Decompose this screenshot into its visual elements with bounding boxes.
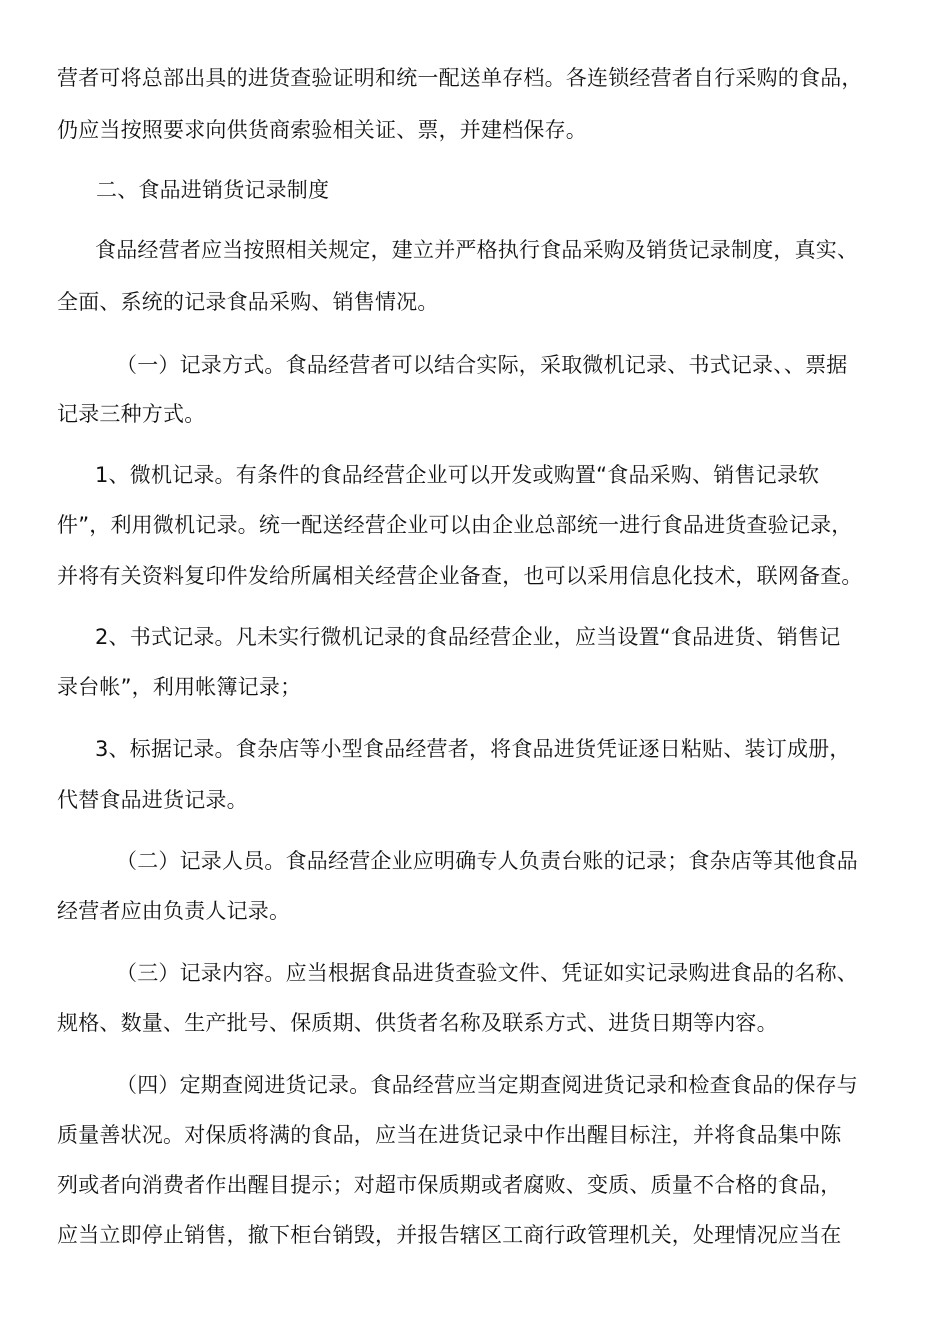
section-heading: 二、食品进销货记录制度: [96, 178, 330, 202]
text-line: （一）记录方式。食品经营者可以结合实际，采取微机记录、书式记录、、票据: [116, 353, 848, 377]
text-line: 件”，利用微机记录。统一配送经营企业可以由企业总部统一进行食品进货查验记录，: [57, 513, 853, 537]
text-line: 1、微机记录。有条件的食品经营企业可以开发或购置“食品采购、销售记录软: [95, 463, 820, 487]
text-line: （四）定期查阅进货记录。食品经营应当定期查阅进货记录和检查食品的保存与: [116, 1073, 858, 1097]
text-line: 列或者向消费者作出醒目提示；对超市保质期或者腐败、变质、质量不合格的食品，: [57, 1173, 842, 1197]
text-line: （三）记录内容。应当根据食品进货查验文件、凭证如实记录购进食品的名称、: [116, 961, 858, 985]
text-line: 2、书式记录。凡未实行微机记录的食品经营企业，应当设置“食品进货、销售记: [95, 625, 841, 649]
text-line: 3、标据记录。食杂店等小型食品经营者，将食品进货凭证逐日粘贴、装订成册，: [95, 737, 851, 761]
text-line: 录台帐”，利用帐簿记录；: [57, 675, 302, 699]
text-line: 代替食品进货记录。: [57, 788, 248, 812]
text-line: 质量善状况。对保质将满的食品，应当在进货记录中作出醒目标注，并将食品集中陈: [57, 1123, 842, 1147]
text-line: 食品经营者应当按照相关规定，建立并严格执行食品采购及销货记录制度，真实、: [95, 238, 859, 262]
text-line: （二）记录人员。食品经营企业应明确专人负责台账的记录；食杂店等其他食品: [116, 849, 858, 873]
text-line: 仍应当按照要求向供货商索验相关证、票，并建档保存。: [57, 118, 587, 142]
text-line: 经营者应由负责人记录。: [57, 899, 291, 923]
text-line: 记录三种方式。: [57, 402, 206, 426]
text-line: 并将有关资料复印件发给所属相关经营企业备查，也可以采用信息化技术，联网备查。: [57, 564, 863, 588]
text-line: 应当立即停止销售，撤下柜台销毁，并报告辖区工商行政管理机关，处理情况应当在: [57, 1223, 842, 1247]
text-line: 全面、系统的记录食品采购、销售情况。: [57, 290, 439, 314]
text-line: 营者可将总部出具的进货查验证明和统一配送单存档。各连锁经营者自行采购的食品，: [57, 66, 863, 90]
text-line: 规格、数量、生产批号、保质期、供货者名称及联系方式、进货日期等内容。: [57, 1011, 778, 1035]
